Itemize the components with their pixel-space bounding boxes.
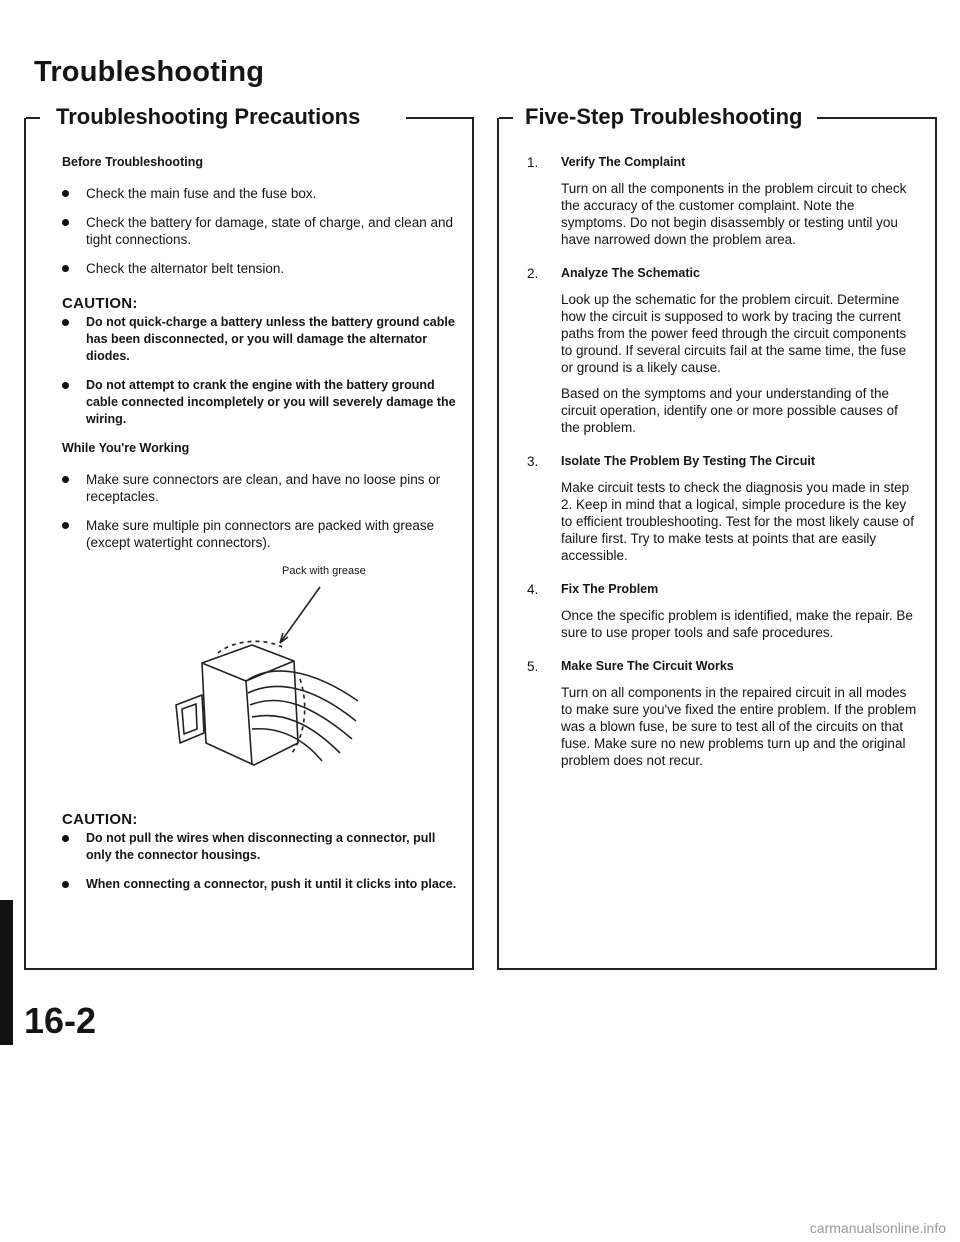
wire	[246, 671, 358, 701]
step-title: Make Sure The Circuit Works	[561, 659, 734, 673]
list-item: Do not attempt to crank the engine with the battery ground cable connected incompletely or you will severely damage the wiring.	[62, 377, 458, 428]
list-item: Check the main fuse and the fuse box.	[62, 185, 458, 202]
page-edge-tab	[0, 900, 13, 1045]
panel-top-rule	[26, 117, 40, 119]
list-item: Make sure multiple pin connectors are packed with grease (except watertight connectors).	[62, 517, 458, 551]
step-title: Fix The Problem	[561, 582, 659, 596]
caution-label: CAUTION:	[62, 811, 138, 828]
before-troubleshooting-label: Before Troubleshooting	[62, 155, 203, 169]
panel-top-rule	[406, 117, 474, 119]
step-number: 4.	[527, 582, 539, 597]
step-text: Turn on all the components in the problem circuit to check the accuracy of the customer complaint. Note the symptoms. Do not begin disassembly or testing until you have narrowed down the problem area.	[561, 181, 907, 247]
connector-figure	[62, 563, 458, 793]
step-number: 3.	[527, 454, 539, 469]
caution-list	[62, 830, 458, 893]
step-item	[527, 581, 917, 641]
caution-label: CAUTION:	[62, 295, 138, 312]
precautions-body	[62, 154, 458, 905]
page-title: Troubleshooting	[34, 56, 265, 88]
step-number: 2.	[527, 266, 539, 281]
wire	[252, 716, 340, 754]
steps-list	[527, 154, 917, 769]
page-number: 16-2	[24, 1000, 97, 1041]
caution-list	[62, 314, 458, 428]
figure-caption: Pack with grease	[282, 565, 366, 577]
section-heading: Troubleshooting Precautions	[48, 101, 368, 133]
connector-latch	[176, 695, 204, 743]
step-text: Once the specific problem is identified, make the repair. Be sure to use proper tools and safe procedures.	[561, 608, 913, 640]
step-item	[527, 154, 917, 248]
panel-top-rule	[817, 117, 937, 119]
panel-top-rule	[499, 117, 513, 119]
step-item	[527, 265, 917, 436]
step-number: 5.	[527, 659, 539, 674]
list-item: Do not pull the wires when disconnecting a connector, pull only the connector housings.	[62, 830, 458, 864]
wire	[252, 729, 322, 761]
before-troubleshooting-list	[62, 185, 458, 277]
section-heading: Five-Step Troubleshooting	[517, 101, 810, 133]
step-text: Based on the symptoms and your understanding of the circuit operation, identify one or more possible causes of the problem.	[561, 386, 898, 435]
step-title: Analyze The Schematic	[561, 266, 700, 280]
list-item: Make sure connectors are clean, and have no loose pins or receptacles.	[62, 471, 458, 505]
while-working-list	[62, 471, 458, 551]
step-text: Look up the schematic for the problem circuit. Determine how the circuit is supposed to work by tracing the current paths from the power feed through the circuit components to ground. If several circuits fail at the same time, the fuse or ground is a likely cause.	[561, 292, 907, 375]
troubleshooting-precautions-panel	[24, 104, 474, 970]
steps-body	[527, 154, 917, 786]
list-item: When connecting a connector, push it until it clicks into place.	[62, 876, 458, 893]
step-item	[527, 453, 917, 564]
step-text: Make circuit tests to check the diagnosis you made in step 2. Keep in mind that a logical, simple procedure is the key to efficient troubleshooting. Test for the most likely cause of failure first. Try to make tests at points that are easily accessible.	[561, 480, 914, 563]
while-working-label: While You're Working	[62, 441, 190, 455]
connector-illustration	[162, 583, 362, 788]
five-step-troubleshooting-panel	[497, 104, 937, 970]
list-item: Do not quick-charge a battery unless the battery ground cable has been disconnected, or you will damage the alternator diodes.	[62, 314, 458, 365]
step-number: 1.	[527, 155, 539, 170]
list-item: Check the battery for damage, state of charge, and clean and tight connections.	[62, 214, 458, 248]
connector-face	[202, 661, 294, 765]
list-item: Check the alternator belt tension.	[62, 260, 458, 277]
watermark: carmanualsonline.info	[809, 1220, 946, 1236]
step-title: Isolate The Problem By Testing The Circuit	[561, 454, 815, 468]
step-item	[527, 658, 917, 769]
pointer-line	[280, 587, 320, 643]
step-text: Turn on all components in the repaired circuit in all modes to make sure you've fixed the entire problem. If the problem was a blown fuse, be sure to test all of the circuits on that fuse. Make sure no new problems turn up and the original problem does not recur.	[561, 685, 917, 768]
step-title: Verify The Complaint	[561, 155, 686, 169]
